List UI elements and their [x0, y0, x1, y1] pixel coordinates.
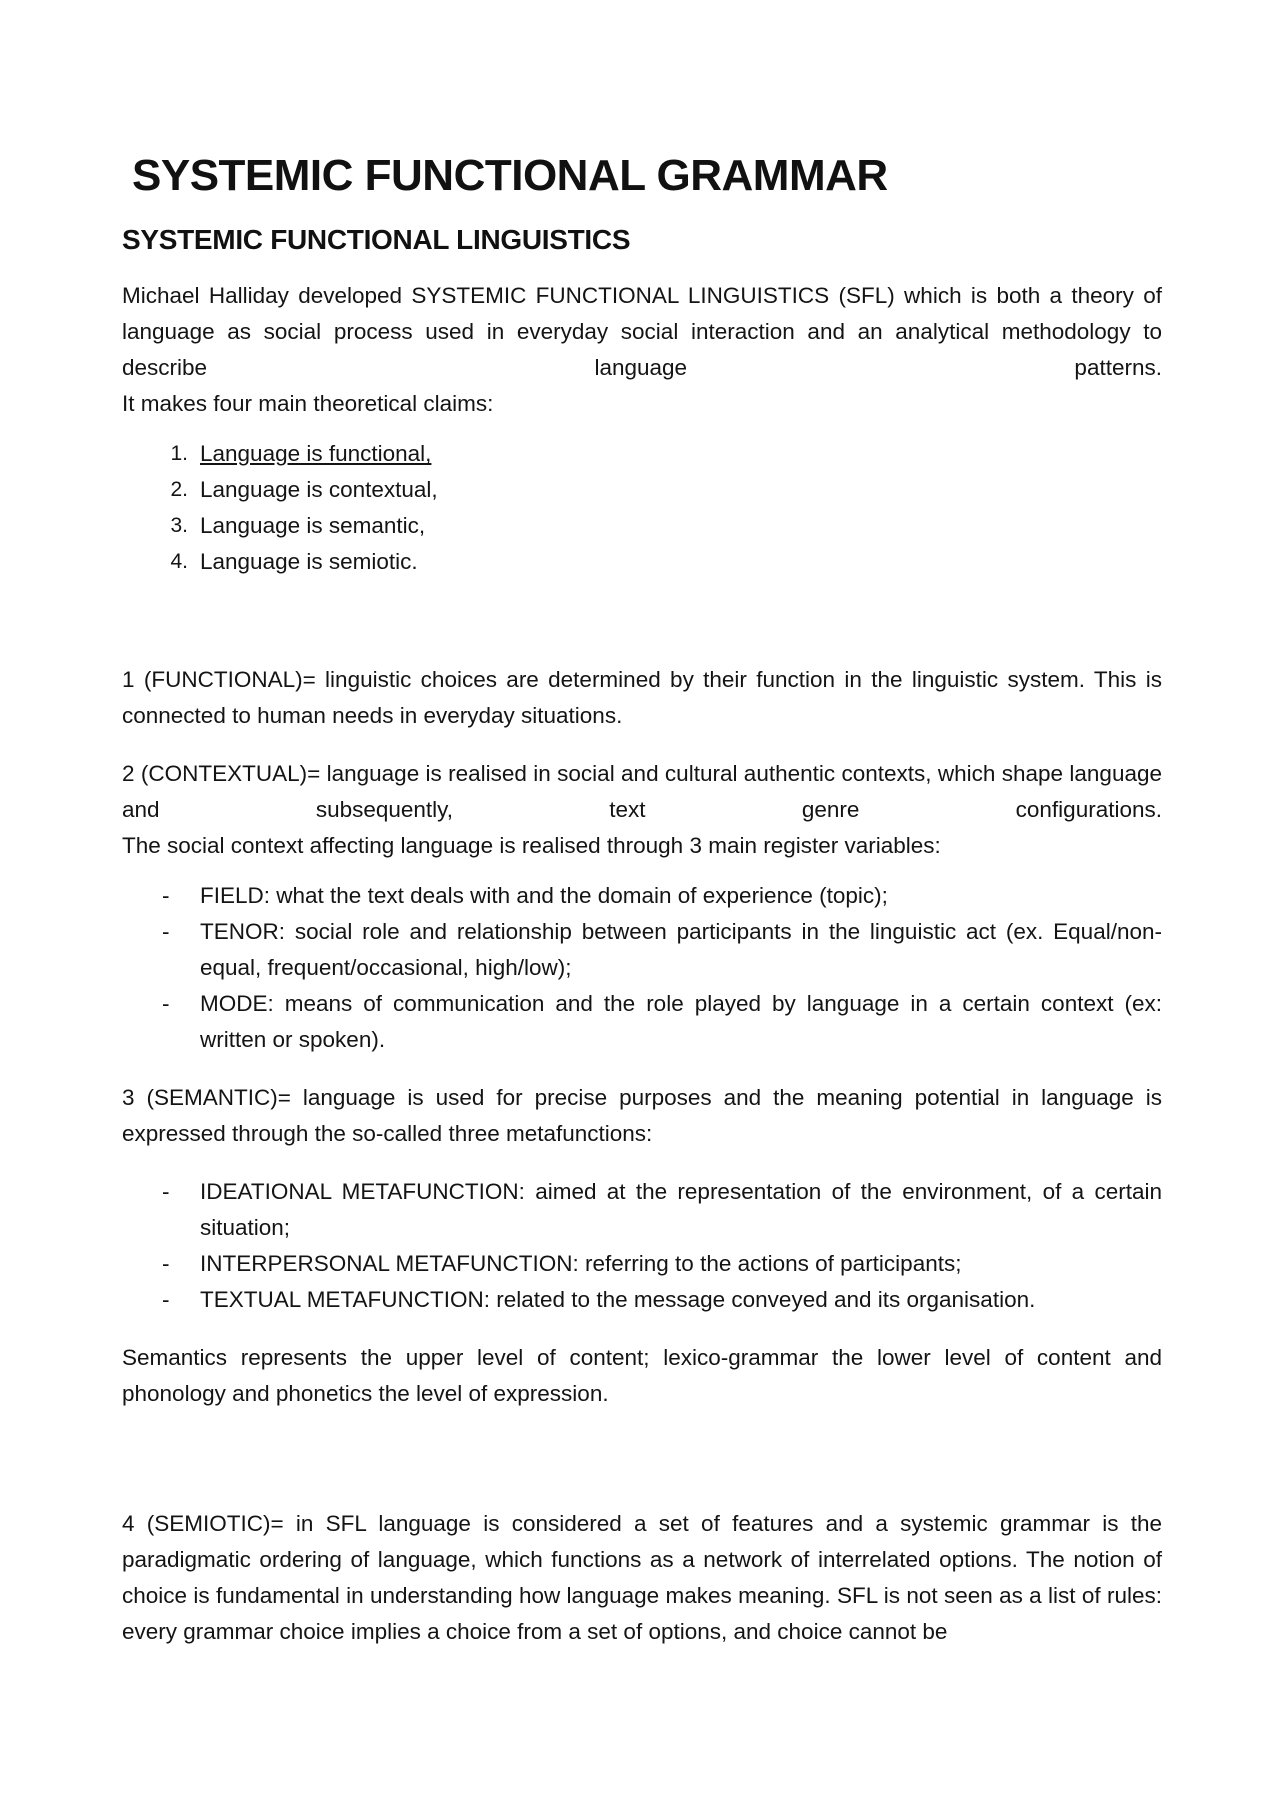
claim-text: Language is semantic, [200, 513, 426, 539]
register-variable-item [122, 878, 1162, 914]
document-page [122, 150, 1162, 1650]
register-variables-list [122, 878, 1162, 1058]
claim-number: 3. [170, 514, 188, 538]
dash-bullet: - [162, 919, 170, 945]
dash-bullet: - [162, 991, 170, 1017]
claim-item [122, 544, 1162, 580]
metafunction-item [122, 1282, 1162, 1318]
claim-item [122, 472, 1162, 508]
claim-item [122, 508, 1162, 544]
contextual-block [122, 756, 1162, 864]
contextual-paragraph: 2 (CONTEXTUAL)= language is realised in social and cultural authentic contexts, which shape language and subsequently, text genre configurations. [122, 761, 1162, 823]
semantics-levels-paragraph: Semantics represents the upper level of content; lexico-grammar the lower level of content and phonology and phonetics the level of expression. [122, 1345, 1162, 1407]
semantic-paragraph: 3 (SEMANTIC)= language is used for precise purposes and the meaning potential in language is expressed through the so-called three metafunctions: [122, 1085, 1162, 1147]
document-title: SYSTEMIC FUNCTIONAL GRAMMAR [132, 151, 888, 200]
metafunction-text: TEXTUAL METAFUNCTION: related to the message conveyed and its organisation. [200, 1287, 1036, 1313]
dash-bullet: - [162, 1251, 170, 1277]
dash-bullet: - [162, 883, 170, 909]
dash-bullet: - [162, 1179, 170, 1205]
metafunction-item [122, 1246, 1162, 1282]
metafunction-text: INTERPERSONAL METAFUNCTION: referring to the actions of participants; [200, 1251, 962, 1277]
section-gap [122, 1434, 1162, 1506]
register-variable-text: TENOR: social role and relationship between participants in the linguistic act (ex. Equal/non-equal, frequent/occasional, high/low); [200, 919, 1162, 981]
register-variable-item [122, 986, 1162, 1058]
claim-text: Language is semiotic. [200, 549, 418, 575]
metafunctions-list [122, 1174, 1162, 1318]
register-variable-text: FIELD: what the text deals with and the domain of experience (topic); [200, 883, 888, 909]
section-heading: SYSTEMIC FUNCTIONAL LINGUISTICS [122, 223, 631, 255]
contextual-variables-lead: The social context affecting language is realised through 3 main register variables: [122, 833, 941, 859]
claim-number: 2. [170, 478, 188, 502]
claim-text: Language is functional, [200, 441, 432, 467]
semiotic-paragraph: 4 (SEMIOTIC)= in SFL language is considered a set of features and a systemic grammar is the paradigmatic ordering of language, which functions as a network of interrelated options. The notion of choice is fundamental in understanding how language makes meaning. SFL is not seen as a list of rules: every grammar choice implies a choice from a set of options, and choice cannot be [122, 1511, 1162, 1645]
functional-paragraph: 1 (FUNCTIONAL)= linguistic choices are determined by their function in the linguistic system. This is connected to human needs in everyday situations. [122, 667, 1162, 729]
intro-claims-lead: It makes four main theoretical claims: [122, 391, 494, 417]
metafunction-text: IDEATIONAL METAFUNCTION: aimed at the representation of the environment, of a certain situation; [200, 1179, 1162, 1241]
register-variable-item [122, 914, 1162, 986]
claim-number: 1. [170, 442, 188, 466]
claims-list [122, 436, 1162, 580]
dash-bullet: - [162, 1287, 170, 1313]
claim-number: 4. [170, 550, 188, 574]
register-variable-text: MODE: means of communication and the role played by language in a certain context (ex: written or spoken). [200, 991, 1162, 1053]
metafunction-item [122, 1174, 1162, 1246]
intro-block [122, 278, 1162, 422]
intro-paragraph: Michael Halliday developed SYSTEMIC FUNCTIONAL LINGUISTICS (SFL) which is both a theory of language as social process used in everyday social interaction and an analytical methodology to describe language patterns. [122, 283, 1162, 381]
claim-item [122, 436, 1162, 472]
claim-text: Language is contextual, [200, 477, 438, 503]
